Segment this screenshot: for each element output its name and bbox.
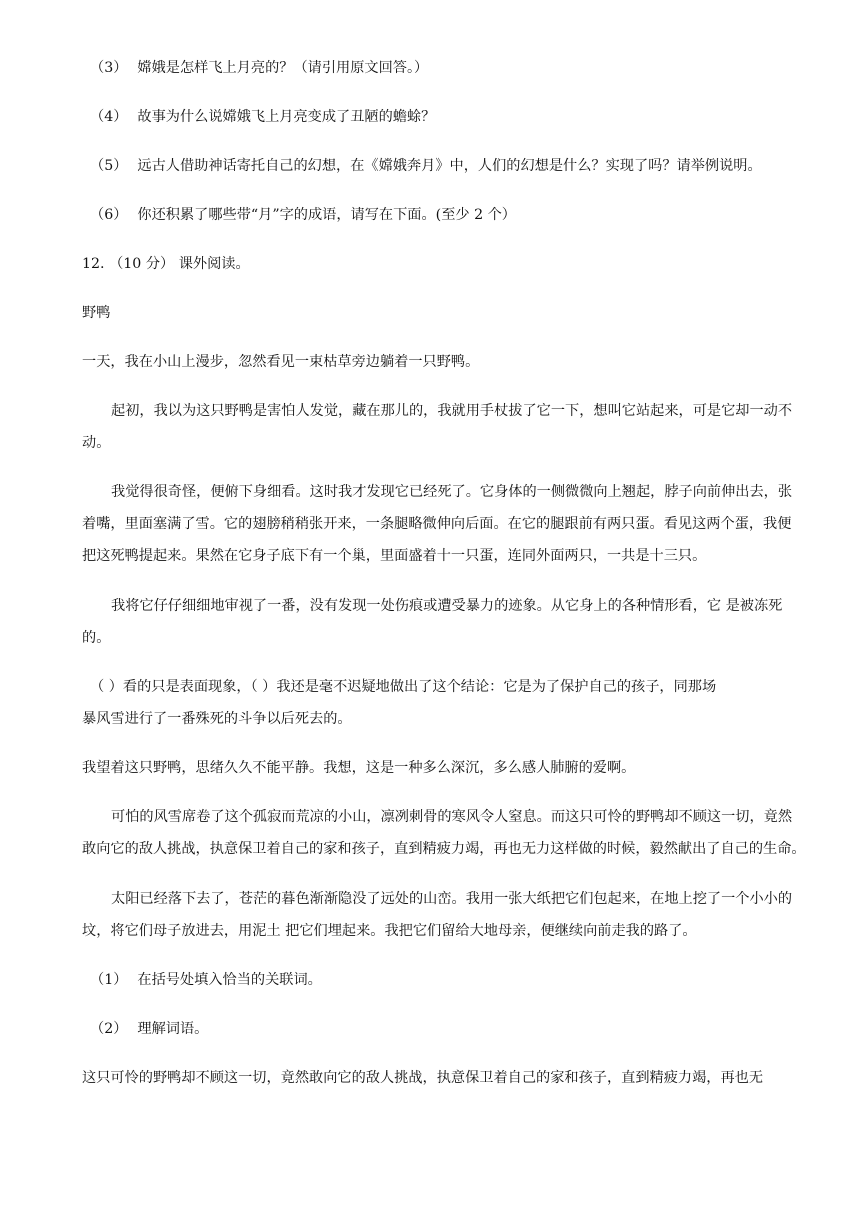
question-number: （2）	[90, 1021, 128, 1037]
tail-passage-line: 这只可怜的野鸭却不顾这一切，竟然敢向它的敌人挑战，执意保卫着自己的家和孩子，直到精疲力竭，再也无	[82, 1070, 764, 1086]
question-part2-1	[90, 970, 830, 990]
paragraph-4-line-2: 的。	[82, 630, 111, 646]
question-part2-2	[90, 1019, 830, 1039]
paragraph-4-line-1: 我将它仔仔细细地审视了一番，没有发现一处伤痕或遭受暴力的迹象。从它身上的各种情形看，它 是被冻死	[111, 598, 783, 614]
paragraph-7-line-2: 敢向它的敌人挑战，执意保卫着自己的家和孩子，直到精疲力竭，再也无力这样做的时候，毅然献出了自己的生命。	[82, 841, 806, 857]
paragraph-1-line-1: 一天，我在小山上漫步，忽然看见一束枯草旁边躺着一只野鸭。	[82, 354, 480, 370]
question-text: 在括号处填入恰当的关联词。	[137, 972, 322, 988]
paragraph-5-line-2: 暴风雪进行了一番殊死的斗争以后死去的。	[82, 711, 352, 727]
question-text: 嫦娥是怎样飞上月亮的？（请引用原文回答。）	[137, 60, 429, 76]
question-4	[90, 107, 830, 127]
section-heading: 12. （10 分） 课外阅读。	[82, 256, 250, 272]
question-number: （1）	[90, 972, 128, 988]
paragraph-5-line-1: （ ）看的只是表面现象，（ ）我还是毫不迟疑地做出了这个结论：它是为了保护自己的孩子，同那场	[90, 679, 717, 695]
question-number: （5）	[90, 158, 128, 174]
paragraph-3-line-3: 把这死鸭提起来。果然在它身子底下有一个巢，里面盛着十一只蛋，连同外面两只，一共是十三只。	[82, 548, 707, 564]
paragraph-3-line-2: 着嘴，里面塞满了雪。它的翅膀稍稍张开来，一条腿略微伸向后面。在它的腿跟前有两只蛋。看见这两个蛋，我便	[82, 516, 792, 532]
question-number: （4）	[90, 109, 128, 125]
question-6	[90, 205, 830, 225]
paragraph-2-line-1: 起初，我以为这只野鸭是害怕人发觉，藏在那儿的，我就用手杖拔了它一下，想叫它站起来，可是它却一动不	[111, 403, 793, 419]
paragraph-8-line-2: 坟，将它们母子放进去，用泥土 把它们埋起来。我把它们留给大地母亲，便继续向前走我的路了。	[82, 923, 697, 939]
question-number: （3）	[90, 60, 128, 76]
paragraph-8-line-1: 太阳已经落下去了，苍茫的暮色渐渐隐没了远处的山峦。我用一张大纸把它们包起来，在地上挖了一个小小的	[111, 891, 793, 907]
question-text: 你还积累了哪些带“月”字的成语，请写在下面。(至少 2 个）	[137, 207, 516, 223]
paragraph-6-line-1: 我望着这只野鸭，思绪久久不能平静。我想，这是一种多么深沉，多么感人肺腑的爱啊。	[82, 760, 636, 776]
question-number: （6）	[90, 207, 128, 223]
paragraph-2-line-2: 动。	[82, 435, 111, 451]
question-5	[90, 156, 830, 176]
question-text: 远古人借助神话寄托自己的幻想，在《嫦娥奔月》中，人们的幻想是什么？实现了吗？请举例说明。	[137, 158, 762, 174]
paragraph-7-line-1: 可怕的风雪席卷了这个孤寂而荒凉的小山，凛冽刺骨的寒风令人窒息。而这只可怜的野鸭却不顾这一切，竟然	[111, 809, 793, 825]
question-text: 理解词语。	[137, 1021, 209, 1037]
paragraph-3-line-1: 我觉得很奇怪，便俯下身细看。这时我才发现它已经死了。它身体的一侧微微向上翘起，脖子向前伸出去，张	[111, 484, 793, 500]
question-3	[90, 58, 830, 78]
passage-title: 野鸭	[82, 305, 111, 321]
question-text: 故事为什么说嫦娥飞上月亮变成了丑陋的蟾蜍？	[137, 109, 436, 125]
